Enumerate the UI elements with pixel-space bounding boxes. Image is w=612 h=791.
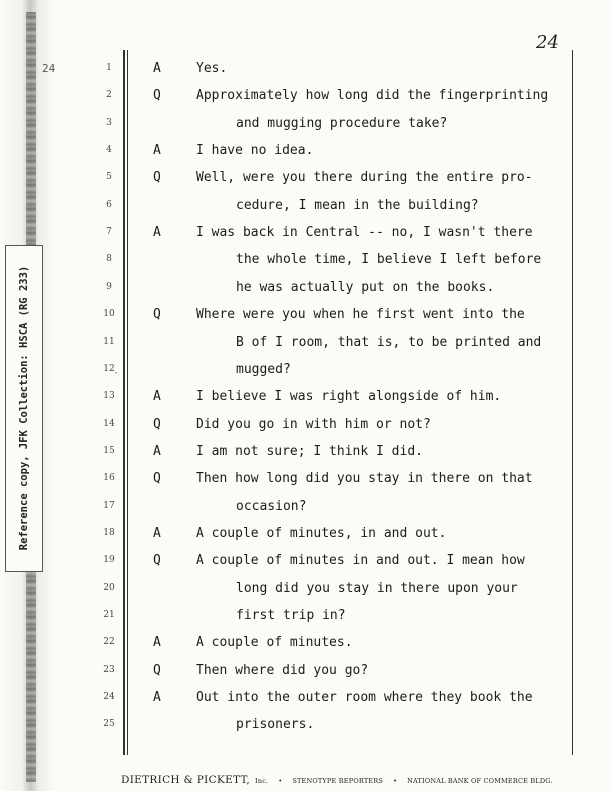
- line-number: 8: [106, 254, 112, 265]
- line-number: 9: [106, 281, 112, 292]
- line-number: 5: [106, 172, 112, 183]
- transcript-line: Yes.: [196, 61, 228, 76]
- footer-inc: Inc.: [255, 777, 269, 785]
- transcript-line: I was back in Central -- no, I wasn't there: [196, 225, 533, 241]
- footer-address: NATIONAL BANK OF COMMERCE BLDG.: [407, 777, 553, 785]
- transcript-line: occasion?: [236, 498, 307, 514]
- speaker-label: Q: [153, 170, 161, 186]
- line-number: 10: [103, 309, 115, 320]
- page-footer: [121, 768, 571, 787]
- speaker-label: Q: [153, 553, 161, 569]
- line-number: 15: [103, 445, 115, 456]
- line-number: 17: [103, 500, 115, 511]
- line-number: 13: [103, 391, 115, 402]
- line-number: 3: [106, 117, 112, 128]
- left-margin-rule-inner: [127, 50, 128, 755]
- speaker-label: A: [153, 525, 161, 541]
- line-number: 16: [103, 473, 115, 484]
- transcript-line: he was actually put on the books.: [236, 279, 495, 295]
- archive-stamp: [5, 245, 43, 572]
- speaker-label: Q: [153, 88, 161, 104]
- line-number: 22: [103, 637, 115, 648]
- stray-mark: ·: [113, 368, 120, 379]
- line-number: 7: [106, 227, 112, 238]
- transcript-line: I believe I was right alongside of him.: [196, 389, 502, 405]
- transcript-line: A couple of minutes.: [196, 635, 353, 651]
- speaker-label: A: [153, 389, 161, 405]
- speaker-label: A: [153, 690, 161, 706]
- left-margin-rule: [123, 50, 125, 755]
- transcript-line: and mugging procedure take?: [236, 115, 448, 131]
- transcript-line: B of I room, that is, to be printed and: [236, 334, 542, 350]
- transcript-line: first trip in?: [236, 608, 346, 623]
- transcript-line: Out into the outer room where they book the: [196, 690, 533, 706]
- line-number: 23: [103, 664, 115, 675]
- speaker-label: Q: [153, 471, 161, 487]
- edge-page-number: 24: [42, 62, 56, 75]
- line-number: 24: [103, 692, 115, 703]
- line-number: 21: [103, 610, 115, 620]
- archive-stamp-text: Reference copy, JFK Collection: HSCA (RG 233): [18, 265, 30, 551]
- speaker-label: A: [153, 61, 161, 76]
- speaker-label: A: [153, 225, 161, 241]
- line-number: 19: [103, 555, 115, 566]
- transcript-line: A couple of minutes in and out. I mean how: [196, 553, 525, 569]
- speaker-label: A: [153, 635, 161, 651]
- footer-service: STENOTYPE REPORTERS: [292, 777, 384, 785]
- speaker-label: A: [153, 443, 161, 459]
- footer-separator: •: [393, 777, 397, 785]
- page-number: 24: [536, 32, 559, 53]
- line-number: 12: [103, 363, 115, 374]
- transcript-line: Where were you when he first went into the: [196, 307, 525, 323]
- transcript-line: Well, were you there during the entire pro-: [196, 170, 533, 186]
- line-number: 20: [103, 582, 115, 593]
- transcript-line: I am not sure; I think I did.: [196, 443, 423, 459]
- line-number: 25: [103, 719, 115, 730]
- transcript-line: Then how long did you stay in there on that: [196, 471, 533, 487]
- line-number: 14: [103, 418, 115, 429]
- line-number: 18: [103, 527, 115, 538]
- transcript-line: cedure, I mean in the building?: [236, 197, 479, 213]
- speaker-label: A: [153, 143, 161, 159]
- transcript-line: mugged?: [236, 361, 291, 377]
- transcript-line: I have no idea.: [196, 143, 314, 159]
- line-number: 4: [106, 145, 112, 156]
- footer-separator: •: [278, 777, 283, 785]
- line-number: 1: [106, 63, 112, 73]
- speaker-label: Q: [153, 662, 161, 678]
- speaker-label: Q: [153, 307, 161, 323]
- transcript-line: Did you go in with him or not?: [196, 416, 431, 432]
- line-number: 11: [103, 336, 115, 347]
- transcript-line: the whole time, I believe I left before: [236, 252, 542, 268]
- transcript-line: prisoners.: [236, 717, 315, 733]
- footer-firm: DIETRICH & PICKETT,: [121, 774, 250, 786]
- speaker-label: Q: [153, 416, 161, 432]
- line-number: 2: [106, 90, 112, 101]
- transcript-line: Approximately how long did the fingerprinting: [196, 88, 549, 104]
- right-margin-rule: [572, 50, 573, 755]
- transcript-line: long did you stay in there upon your: [236, 580, 518, 596]
- transcript-line: A couple of minutes, in and out.: [196, 525, 447, 541]
- transcript-line: Then where did you go?: [196, 662, 369, 678]
- line-number: 6: [106, 199, 112, 210]
